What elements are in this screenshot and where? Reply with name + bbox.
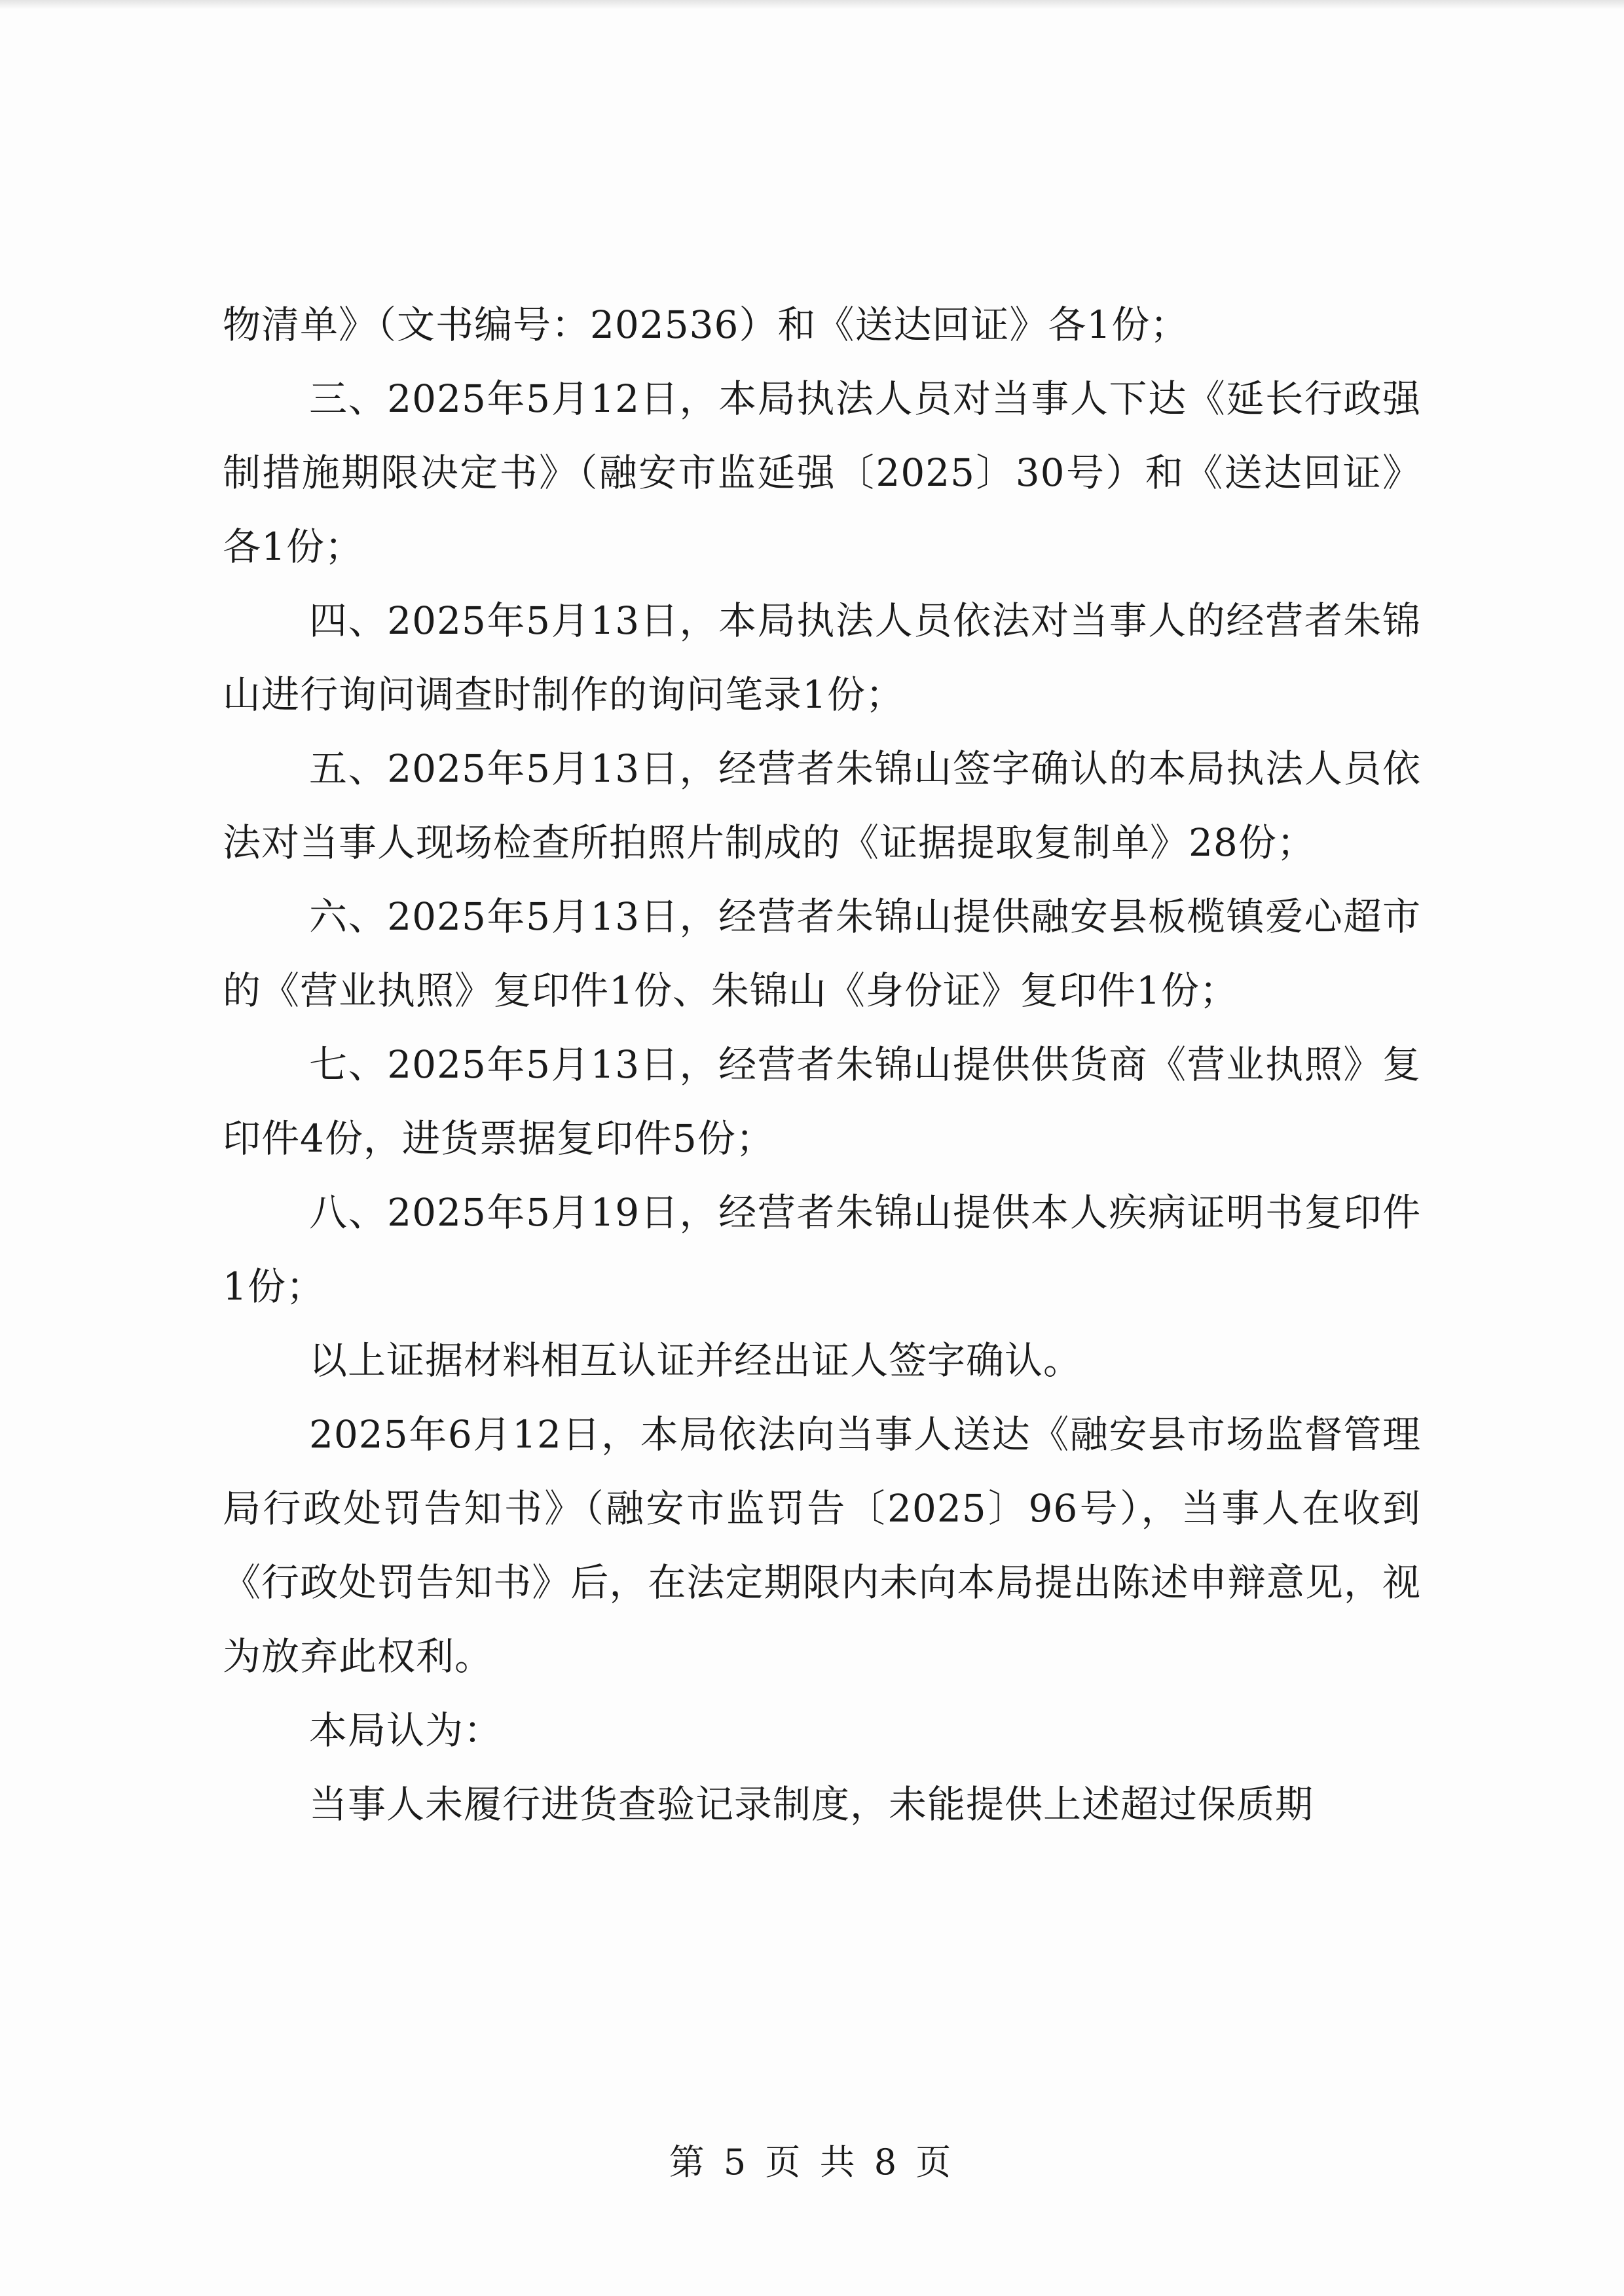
paragraph-item-6: 六、2025年5月13日，经营者朱锦山提供融安县板榄镇爱心超市的《营业执照》复印件1份、朱锦山《身份证》复印件1份； xyxy=(223,894,1421,1013)
paragraph-item-7: 七、2025年5月13日，经营者朱锦山提供供货商《营业执照》复印件4份，进货票据复印件5份； xyxy=(223,1042,1421,1161)
paragraph-notice-delivery: 2025年6月12日，本局依法向当事人送达《融安县市场监督管理局行政处罚告知书》（融安市监罚告〔2025〕96号），当事人在收到《行政处罚告知书》后，在法定期限内未向本局提出陈述申辩意见，视为放弃此权利。 xyxy=(223,1412,1421,1679)
paragraph-item-8: 八、2025年5月19日，经营者朱锦山提供本人疾病证明书复印件1份； xyxy=(223,1190,1421,1309)
paragraph-item-3: 三、2025年5月12日，本局执法人员对当事人下达《延长行政强制措施期限决定书》（融安市监延强〔2025〕30号）和《送达回证》各1份； xyxy=(223,376,1421,569)
paragraph-evidence-confirmation: 以上证据材料相互认证并经出证人签字确认。 xyxy=(309,1338,1082,1383)
scan-edge xyxy=(0,0,1624,9)
paragraph-evidence-list-continuation: 物清单》（文书编号：202536）和《送达回证》各1份； xyxy=(223,302,1189,347)
paragraph-item-4: 四、2025年5月13日，本局执法人员依法对当事人的经营者朱锦山进行询问调查时制作的询问笔录1份； xyxy=(223,598,1421,717)
paragraph-bureau-opinion: 当事人未履行进货查验记录制度，未能提供上述超过保质期 xyxy=(309,1782,1314,1827)
document-body xyxy=(223,288,1421,1842)
paragraph-bureau-opinion-heading: 本局认为： xyxy=(309,1708,503,1753)
page-number-footer: 第 5 页 共 8 页 xyxy=(669,2141,955,2183)
paragraph-item-5: 五、2025年5月13日，经营者朱锦山签字确认的本局执法人员依法对当事人现场检查所拍照片制成的《证据提取复制单》28份； xyxy=(223,746,1421,865)
